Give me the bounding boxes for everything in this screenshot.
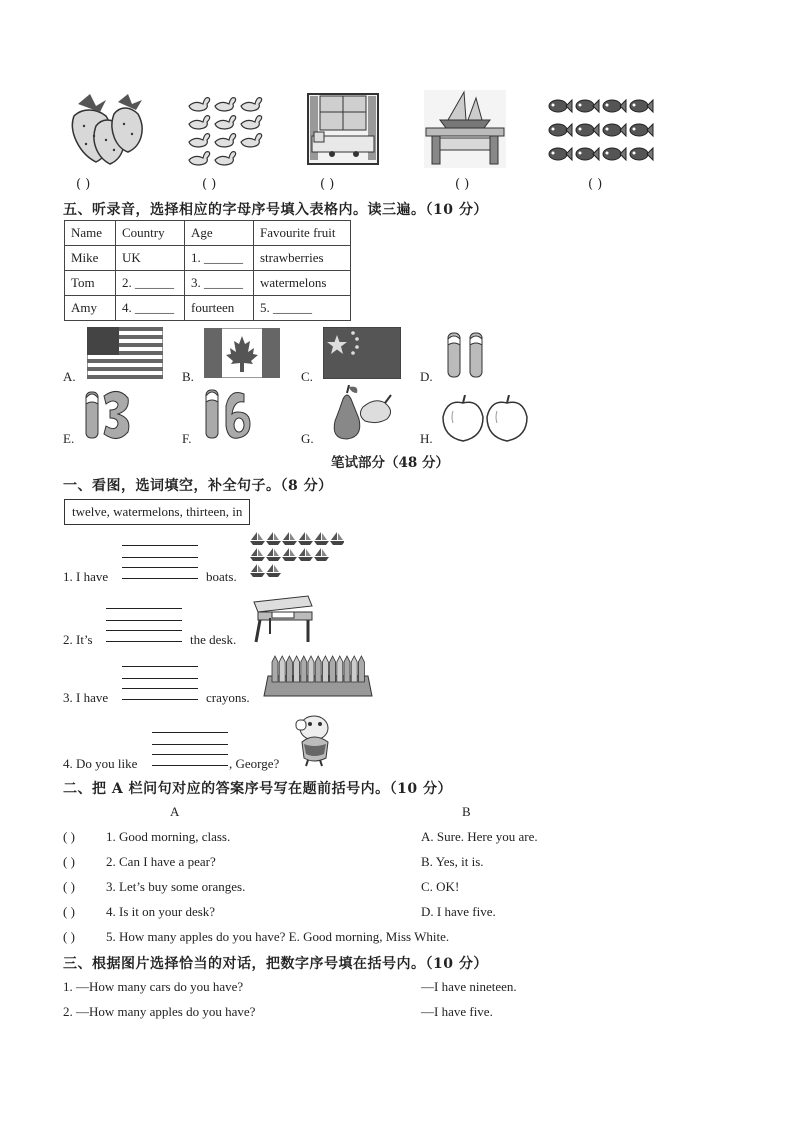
table-cell: watermelons: [254, 271, 351, 296]
table-cell: 1. ______: [185, 246, 254, 271]
number-13-picture: [84, 388, 132, 442]
column-a-header: A: [170, 804, 180, 819]
blank-line: [106, 608, 182, 609]
desk-picture: [250, 588, 316, 644]
answer-blank-1[interactable]: [122, 578, 198, 579]
blank-line: [106, 630, 182, 631]
sentence-1-start: 1. I have: [63, 569, 109, 584]
pears-picture: [325, 385, 395, 441]
answer-blank-2[interactable]: [106, 641, 182, 642]
number-11-picture: [444, 331, 488, 379]
answer-paren-2: ( ): [202, 177, 217, 192]
answer-paren[interactable]: ( ): [63, 854, 75, 869]
option-e-label: E.: [63, 431, 75, 446]
sentence-3-start: 3. I have: [63, 690, 109, 705]
canada-flag-picture: [204, 328, 280, 378]
blank-line: [122, 545, 198, 546]
question-1: 1. Good morning, class.: [106, 829, 231, 844]
answer-blank-4[interactable]: [152, 765, 228, 766]
window-bed-picture: [306, 92, 380, 166]
dialog-1-answer: —I have nineteen.: [421, 979, 517, 994]
dialog-2-question: 2. —How many apples do you have?: [63, 1004, 256, 1019]
table-cell: 4. ______: [116, 296, 185, 321]
column-b-header: B: [462, 804, 471, 819]
table-row: [65, 271, 351, 296]
question-3: 3. Let’s buy some oranges.: [106, 879, 246, 894]
strawberries-picture: [66, 92, 150, 166]
boats-picture: [248, 530, 344, 582]
option-b-label: B.: [182, 369, 194, 384]
answer-a: A. Sure. Here you are.: [421, 829, 538, 844]
boat-on-desk-picture: [424, 90, 506, 168]
blank-line: [152, 744, 228, 745]
answer-blank-3[interactable]: [122, 699, 198, 700]
table-cell: Tom: [65, 271, 116, 296]
option-h-label: H.: [420, 431, 433, 446]
dialog-1-question: 1. —How many cars do you have?: [63, 979, 244, 994]
answer-paren-5: ( ): [588, 177, 603, 192]
table-row: [65, 296, 351, 321]
table-cell: 5. ______: [254, 296, 351, 321]
table-cell: 3. ______: [185, 271, 254, 296]
question-5: 5. How many apples do you have? E. Good morning, Miss White.: [106, 929, 450, 944]
usa-flag-picture: [87, 327, 163, 379]
sentence-4-end: , George?: [229, 756, 280, 771]
answer-paren-4: ( ): [455, 177, 470, 192]
sentence-3-end: crayons.: [206, 690, 250, 705]
option-a-label: A.: [63, 369, 76, 384]
fish-picture: [544, 94, 654, 166]
option-f-label: F.: [182, 431, 192, 446]
apples-picture: [441, 395, 531, 443]
table-cell: fourteen: [185, 296, 254, 321]
option-g-label: G.: [301, 431, 314, 446]
option-d-label: D.: [420, 369, 433, 384]
answer-d: D. I have five.: [421, 904, 496, 919]
table-cell: Amy: [65, 296, 116, 321]
answer-paren[interactable]: ( ): [63, 829, 75, 844]
question-2: 2. Can I have a pear?: [106, 854, 216, 869]
written-part-title: 笔试部分（48 分）: [331, 455, 449, 471]
blank-line: [152, 732, 228, 733]
table-header-row: [65, 221, 351, 246]
blank-line: [122, 688, 198, 689]
answer-paren[interactable]: ( ): [63, 904, 75, 919]
blank-line: [122, 666, 198, 667]
blank-line: [152, 754, 228, 755]
table-cell: strawberries: [254, 246, 351, 271]
blank-line: [122, 567, 198, 568]
section5-title: 五、听录音，选择相应的字母序号填入表格内。读三遍。（10 分）: [63, 202, 488, 218]
answer-b: B. Yes, it is.: [421, 854, 484, 869]
option-c-label: C.: [301, 369, 313, 384]
blank-line: [122, 557, 198, 558]
number-16-picture: [204, 386, 252, 442]
dialog-2-answer: —I have five.: [421, 1004, 493, 1019]
george-pig-picture: [292, 712, 338, 768]
ducks-picture: [183, 92, 267, 166]
blank-line: [122, 678, 198, 679]
table-header: Name: [65, 221, 116, 246]
sentence-4-start: 4. Do you like: [63, 756, 138, 771]
answer-paren[interactable]: ( ): [63, 929, 75, 944]
part2-title: 二、把 A 栏问句对应的答案序号写在题前括号内。（10 分）: [63, 781, 452, 797]
sentence-2-end: the desk.: [190, 632, 237, 647]
table-header: Favourite fruit: [254, 221, 351, 246]
china-flag-picture: [323, 327, 401, 379]
blank-line: [106, 620, 182, 621]
table-row: [65, 246, 351, 271]
part3-title: 三、根据图片选择恰当的对话，把数字序号填在括号内。（10 分）: [63, 956, 488, 972]
answer-c: C. OK!: [421, 879, 460, 894]
word-box: twelve, watermelons, thirteen, in: [64, 499, 250, 525]
crayons-picture: [262, 654, 374, 700]
table-header: Country: [116, 221, 185, 246]
part1-title: 一、看图，选词填空，补全句子。（8 分）: [63, 478, 333, 494]
table-cell: 2. ______: [116, 271, 185, 296]
sentence-2-start: 2. It’s: [63, 632, 93, 647]
table-header: Age: [185, 221, 254, 246]
answer-paren-3: ( ): [320, 177, 335, 192]
table-cell: UK: [116, 246, 185, 271]
answer-paren[interactable]: ( ): [63, 879, 75, 894]
question-4: 4. Is it on your desk?: [106, 904, 216, 919]
sentence-1-end: boats.: [206, 569, 237, 584]
answer-paren-1: ( ): [76, 177, 91, 192]
table-cell: Mike: [65, 246, 116, 271]
answer-table: [64, 220, 351, 321]
